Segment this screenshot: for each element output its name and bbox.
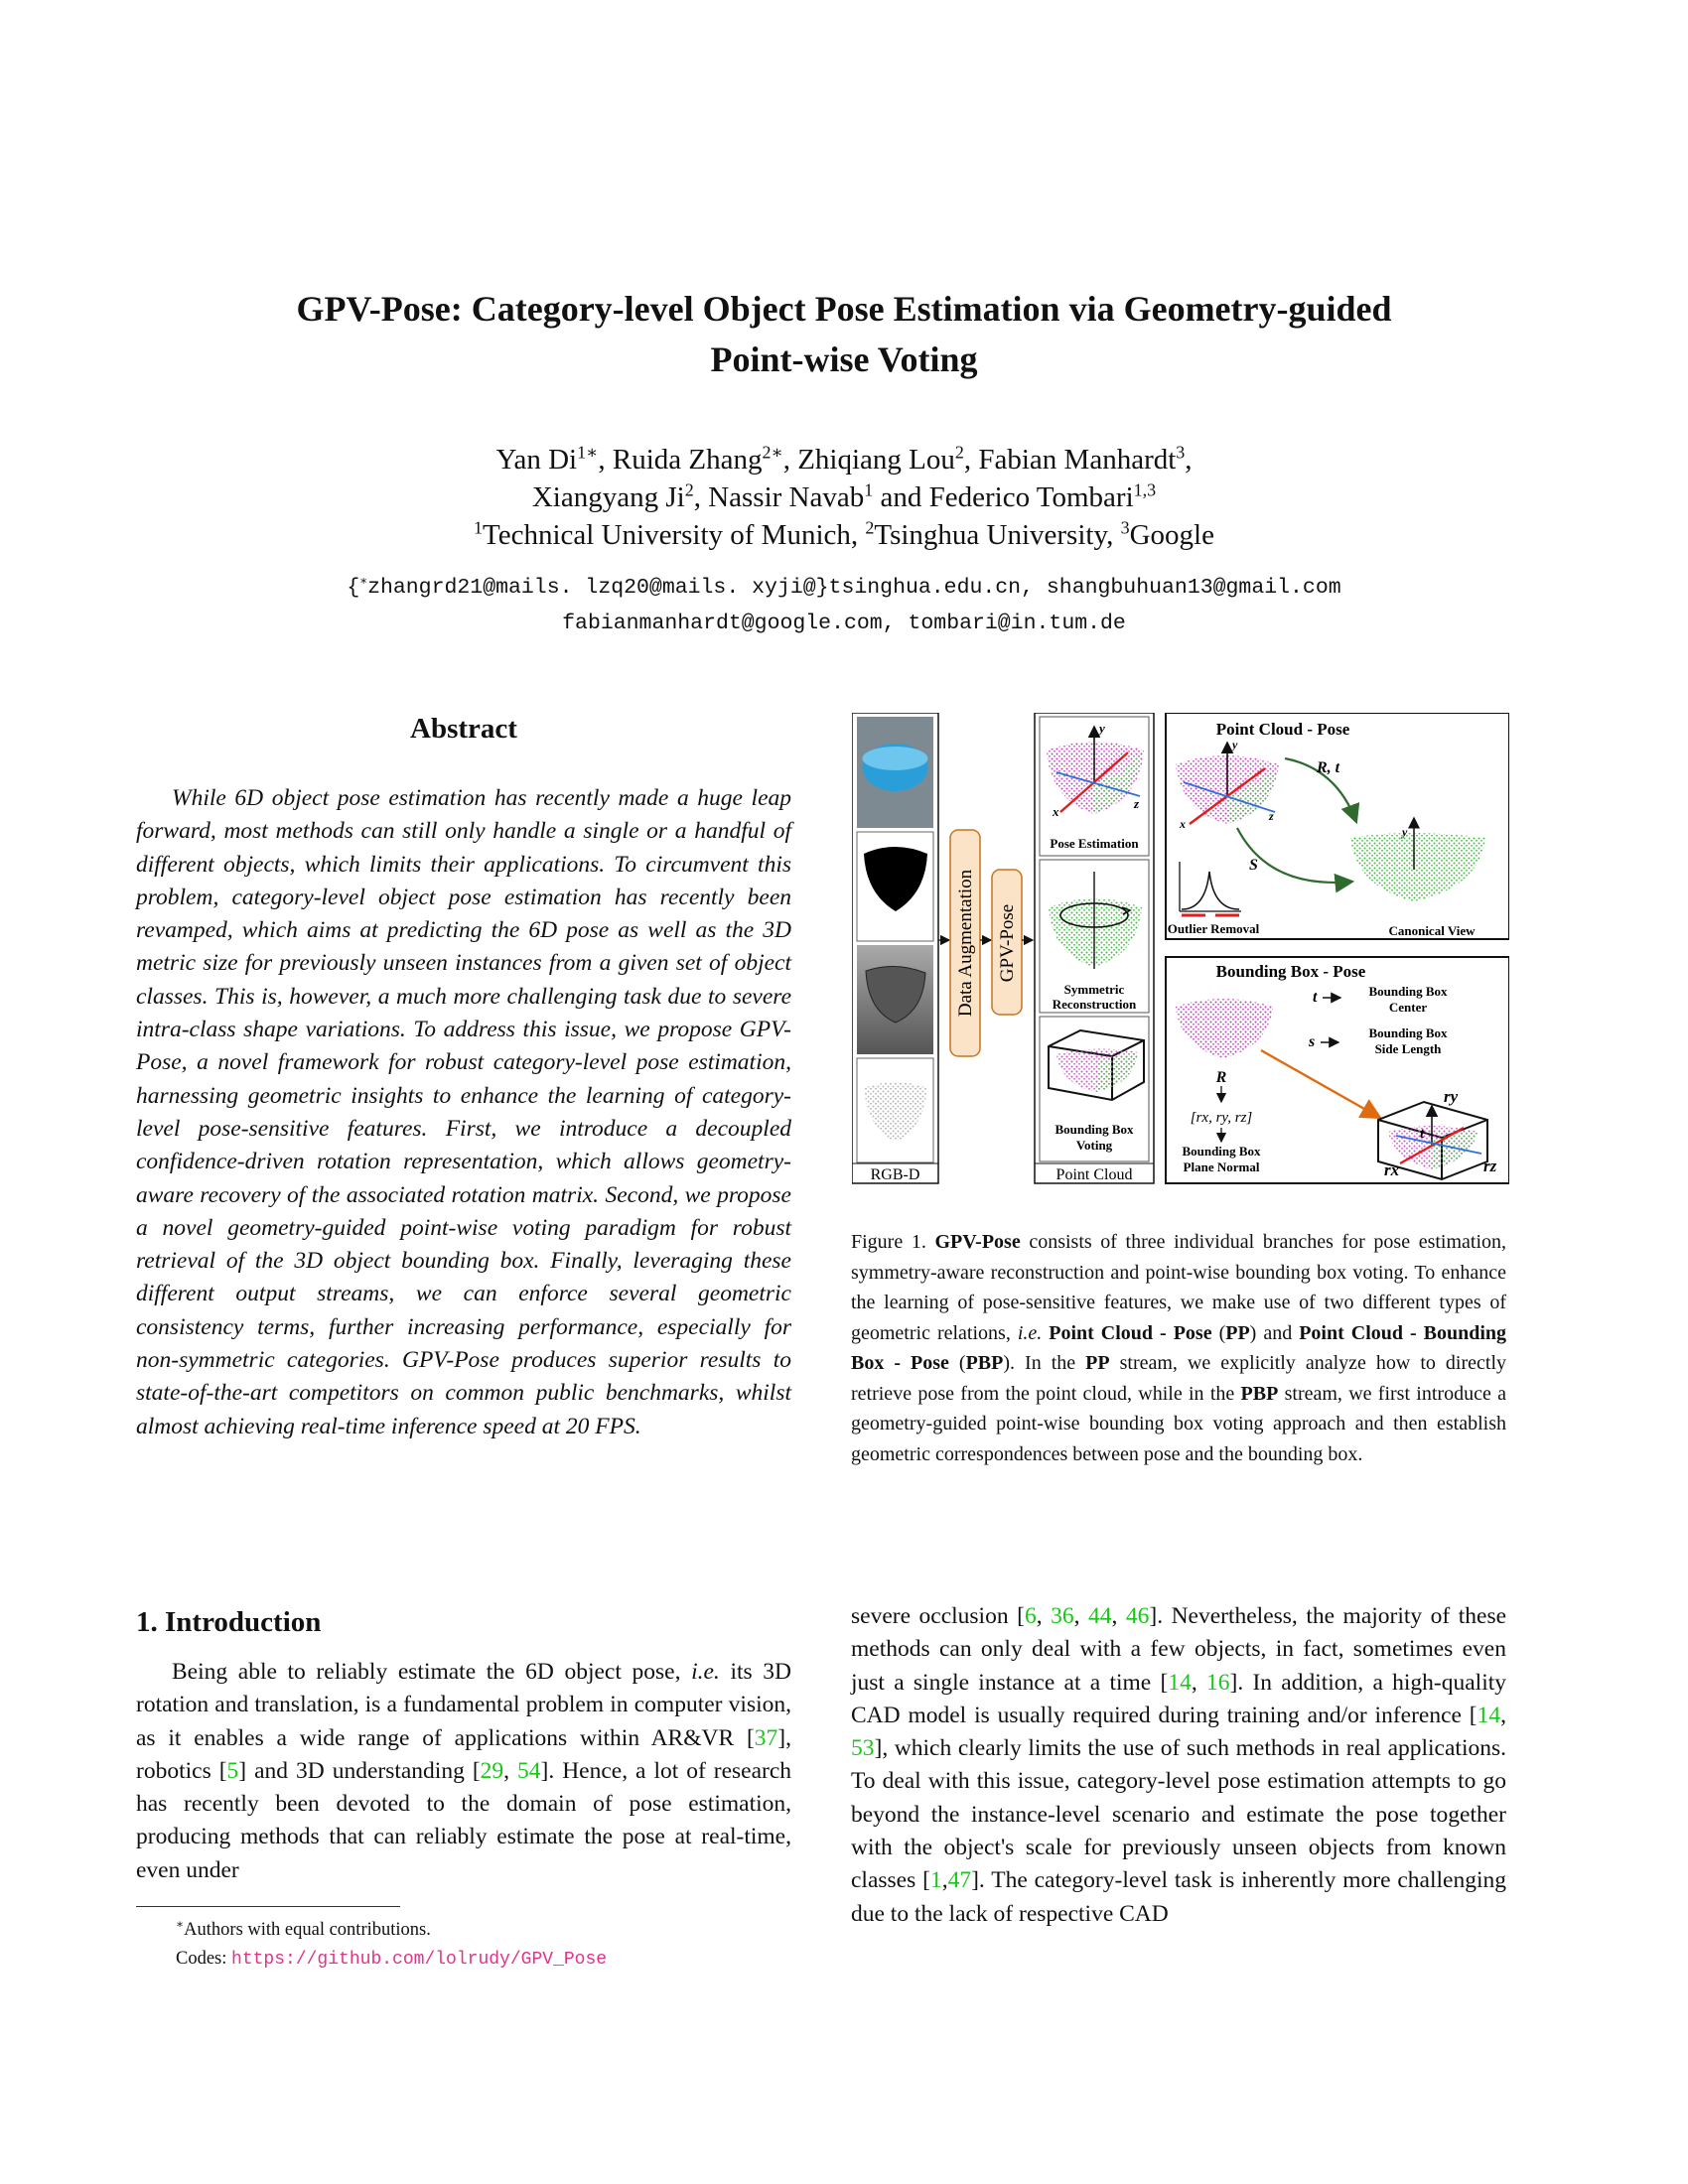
code-url-link[interactable]: https://github.com/lolrudy/GPV_Pose (231, 1950, 608, 1971)
bowl-rim (863, 747, 928, 770)
citation-link[interactable]: 29 (480, 1757, 504, 1784)
footnotes (136, 1910, 831, 1975)
citation-link[interactable]: 5 (226, 1757, 239, 1784)
caption-text: stream, we explicitly analyze how to directly retrieve pose from the point cloud, while in the (851, 1352, 1506, 1405)
author-sup: 2 (684, 479, 694, 500)
figure-1-caption: Figure 1. GPV-Pose consists of three individual branches for pose estimation, symmetry-aware reconstruction and point-wise bounding box voting. To enhance the learning of pose-sensitive features, we make use of two different types of geometric relations, i.e. Point Cloud - Pose (PP) and Point Cloud - Bounding Box - Pose (PBP). In the PP stream, we explicitly analyze how to directly retrieve pose from the point cloud, while in the PBP stream, we first introduce a geometry-guided point-wise bounding box voting approach and then establish geometric correspondences between pose and the bounding box. (851, 1231, 1507, 1465)
author-sup: 1 (864, 479, 874, 500)
body-text: , which clearly limits the use of such methods in real applications. To deal with this issue, category-level pose estimation attempts to go beyond the instance-level scenario and estimate the pose together with the object's scale for previously unseen objects from known classes (851, 1735, 1506, 1894)
caption-text: consists of three individual branches for pose estimation, symmetry-aware reconstruction and point-wise bounding box voting. To enhance the learning of pose-sensitive features, we make use of two different types of geometric relations, (851, 1231, 1507, 1344)
abstract-heading: Abstract (410, 713, 517, 745)
footnote-code (136, 1945, 831, 1975)
citation-link[interactable]: 16 (1205, 1669, 1230, 1696)
author-name: Yan Di (495, 444, 578, 476)
author-line-1: Yan $Di^{1∗}$, Ruida Zhang$^{2∗}$, Zhiqiang Lou$^2$, Fabian Manhardt$^3$, (495, 442, 1193, 476)
author-sup: 2 (954, 442, 964, 463)
affiliation: Tsinghua University, (874, 519, 1114, 551)
citation-link[interactable]: 36 (1051, 1603, 1074, 1629)
caption-ie: i.e. (1017, 1321, 1043, 1344)
bb-center-label: Center (1388, 1000, 1428, 1015)
author-name: Nassir Navab (708, 481, 865, 513)
bb-side-label: Side Length (1374, 1041, 1442, 1056)
pc-pose-panel (1166, 713, 1509, 939)
author-name: Ruida Zhang (612, 444, 763, 476)
body-text: severe occlusion (851, 1603, 1009, 1629)
outlier-removal-label: Outlier Removal (1167, 921, 1260, 936)
citation-link[interactable]: 14 (1168, 1669, 1192, 1696)
s-label: S (1249, 857, 1258, 874)
intro-text: and 3D understanding (254, 1757, 465, 1784)
bbox-pose-title: Bounding Box - Pose (1215, 962, 1366, 981)
axis-y-label: y (1232, 738, 1238, 751)
email-block (159, 570, 1529, 641)
reconstruction-label: Reconstruction (1052, 997, 1137, 1012)
email-line-1 (159, 570, 1529, 606)
author-sup: 1,3 (1133, 479, 1157, 500)
rt-label: R, t (1317, 759, 1340, 776)
title-line-2: Point-wise Voting (710, 340, 978, 379)
citation-link[interactable]: 53 (851, 1735, 875, 1762)
bb-side-label: Bounding Box (1368, 1025, 1448, 1040)
author-and: and (880, 481, 922, 513)
email-text: zhangrd21@mails. lzq20@mails. xyji@}tsinghua.edu.cn, shangbuhuan13@gmail.com (367, 576, 1341, 600)
author-name: Federico Tombari (928, 481, 1134, 513)
footnote-codes-label: Codes: (176, 1949, 227, 1970)
citation-link[interactable]: 1 (929, 1867, 942, 1894)
aff-sup: 2 (865, 517, 875, 538)
caption-bold: PBP (1240, 1382, 1279, 1405)
section-heading-introduction: 1. Introduction (136, 1606, 322, 1638)
intro-paragraph: Being able to reliably estimate the 6D object pose, i.e. its 3D rotation and translation, is a fundamental problem in computer vision, as it enables a wide range of applications within AR&VR [37], robotics [5] and 3D understanding [29, 54]. Hence, a lot of research has recently been devoted to the domain of pose estimation, producing methods that can reliably estimate the pose at real-time, even under (136, 1659, 792, 1883)
abstract-text: While 6D object pose estimation has recently made a huge leap forward, most methods can still only handle a single or a handful of different objects, which limits their applications. To circumvent this problem, category-level object pose estimation has recently been revamped, which aims at predicting the 6D pose as well as the 3D metric size for previously unseen instances from a given set of object classes. This is, however, a much more challenging task due to severe intra-class shape variations. To address this issue, we propose GPV-Pose, a novel framework for robust category-level pose estimation, harnessing geometric insights to enhance the learning of category-level pose-sensitive features. First, we introduce a decoupled confidence-driven rotation representation, which allows geometry-aware recovery of the associated rotation matrix. Second, we propose a novel geometry-guided point-wise voting paradigm for robust retrieval of the 3D object bounding box. Finally, leveraging these different output streams, we can enforce several geometric consistency terms, further increasing performance, especially for non-symmetric categories. GPV-Pose produces superior results to state-of-the-art competitors on common public benchmarks, whilst almost achieving real-time inference speed at 20 FPS. (136, 785, 791, 1439)
bb-plane-label: Plane Normal (1183, 1160, 1260, 1174)
caption-text: . In the (1010, 1352, 1076, 1374)
intro-text: . Hence, a lot of research has recently been devoted to the domain of pose estimation, producing methods that can reliably estimate the pose at real-time, even under (136, 1757, 792, 1883)
t-arrow-label: t (1313, 989, 1318, 1006)
citation-link[interactable]: 6 (1024, 1603, 1037, 1629)
caption-bold: PBP (965, 1352, 1004, 1374)
data-augmentation-label: Data Augmentation (955, 869, 976, 1018)
affiliation: Technical University of Munich, (483, 519, 859, 551)
bb-plane-label: Bounding Box (1182, 1144, 1261, 1159)
footnote-text: Authors with equal contributions. (184, 1920, 431, 1941)
author-sup: 1∗ (577, 442, 599, 463)
ry-label: ry (1444, 1087, 1459, 1106)
body-text: . Nevertheless, the majority of these methods can only deal with a few objects, in fact, sometimes even just a single instance at a time (851, 1603, 1507, 1696)
email-star: ∗ (359, 573, 368, 589)
citation-link[interactable]: 54 (517, 1757, 541, 1784)
figure-1 (852, 713, 1509, 1203)
paper-title (159, 284, 1529, 385)
caption-bold: Point Cloud - Pose (1049, 1321, 1212, 1344)
citation-link[interactable]: 14 (1477, 1702, 1501, 1728)
aff-sup: 1 (474, 517, 484, 538)
s-arrow-label: s (1309, 1033, 1316, 1050)
symmetric-label: Symmetric (1063, 982, 1125, 997)
caption-figure-number: Figure 1. (851, 1231, 926, 1253)
author-line-2: Xiangyang Ji$^2$, Nassir Navab$^1$ and Federico Tombari$^{1,3}$ (531, 479, 1157, 513)
author-name: Zhiqiang Lou (797, 444, 955, 476)
footnote-rule (136, 1906, 400, 1907)
title-line-1: GPV-Pose: Category-level Object Pose Estimation via Geometry-guided (296, 289, 1392, 329)
intro-text: , robotics (136, 1724, 791, 1784)
R-label: R (1215, 1069, 1227, 1086)
caption-bold: PP (1085, 1352, 1110, 1374)
caption-bold: GPV-Pose (934, 1231, 1021, 1253)
citation-link[interactable]: 44 (1087, 1603, 1112, 1629)
author-sup: 3 (1176, 442, 1186, 463)
axis-y-label: y (1099, 721, 1105, 736)
t-small-label: t (1420, 1126, 1425, 1142)
body-text: . The category-level task is inherently more challenging due to the lack of respective CAD (851, 1867, 1507, 1927)
aff-sup: 3 (1120, 517, 1130, 538)
intro-ie: i.e. (691, 1659, 720, 1685)
axis-x-label: x (1180, 817, 1186, 831)
citation-link[interactable]: 46 (1125, 1603, 1150, 1629)
intro-text: Being able to reliably estimate the 6D object pose, (172, 1659, 681, 1685)
pose-estimation-label: Pose Estimation (1050, 836, 1139, 851)
author-sup: 2∗ (762, 442, 783, 463)
body-text: . In addition, a high-quality CAD model is usually required during training and/or inference (851, 1669, 1507, 1728)
abstract-body (136, 782, 791, 1443)
author-name: Fabian Manhardt (978, 444, 1177, 476)
axis-x-label: x (1053, 804, 1059, 819)
axis-y-label: y (1402, 825, 1408, 839)
axis-z-label: z (1269, 809, 1274, 823)
rgbd-label: RGB-D (870, 1166, 920, 1183)
intro-continued: severe occlusion [6, 36, 44, 46]. Nevertheless, the majority of these methods can only deal with a few objects, in fact, sometimes even just a single instance at a time [14, 16]. In addition, a high-quality CAD model is usually required during training and/or inference [14, 53], which clearly limits the use of such methods in real applications. To deal with this issue, category-level pose estimation attempts to go beyond the instance-level scenario and estimate the pose together with the object's scale for previously unseen objects from known classes [1,47]. The category-level task is inherently more challenging due to the lack of respective CAD (851, 1603, 1507, 1927)
r-triplet: [rx, ry, rz] (1190, 1110, 1253, 1126)
intro-text: its 3D rotation and translation, is a fundamental problem in computer vision, as it enables a wide range of applications within AR&VR (136, 1659, 792, 1751)
bb-center-label: Bounding Box (1368, 984, 1448, 999)
pc-pose-title: Point Cloud - Pose (1215, 720, 1350, 739)
rx-label: rx (1384, 1160, 1400, 1179)
caption-bold: Point Cloud - Bounding Box - Pose (851, 1321, 1507, 1374)
caption-text: stream, we first introduce a geometry-guided point-wise bounding box voting approach and then establish geometric correspondences between pose and the bounding box. (851, 1382, 1506, 1465)
caption-bold: PP (1225, 1321, 1250, 1344)
email-line-2: fabianmanhardt@google.com, tombari@in.tum.de (562, 612, 1126, 635)
figure-1-diagram (852, 713, 1509, 1203)
affiliation-line (159, 516, 1529, 554)
point-cloud-label: Point Cloud (1055, 1166, 1133, 1183)
voting-label: Voting (1075, 1138, 1113, 1153)
brace: { (347, 576, 360, 600)
citation-link[interactable]: 47 (947, 1867, 972, 1894)
footnote-equal (136, 1910, 831, 1945)
canonical-view-label: Canonical View (1388, 923, 1476, 938)
axis-z-label: z (1134, 796, 1140, 811)
bbox-label: Bounding Box (1055, 1122, 1134, 1137)
author-name: Xiangyang Ji (531, 481, 685, 513)
rz-label: rz (1483, 1157, 1497, 1175)
affiliation: Google (1129, 519, 1214, 551)
caption-text: and (1263, 1321, 1293, 1344)
citation-link[interactable]: 37 (754, 1724, 778, 1751)
gpv-pose-label: GPV-Pose (997, 903, 1018, 983)
author-block (159, 441, 1529, 554)
footnote-star: ∗ (176, 1917, 185, 1931)
